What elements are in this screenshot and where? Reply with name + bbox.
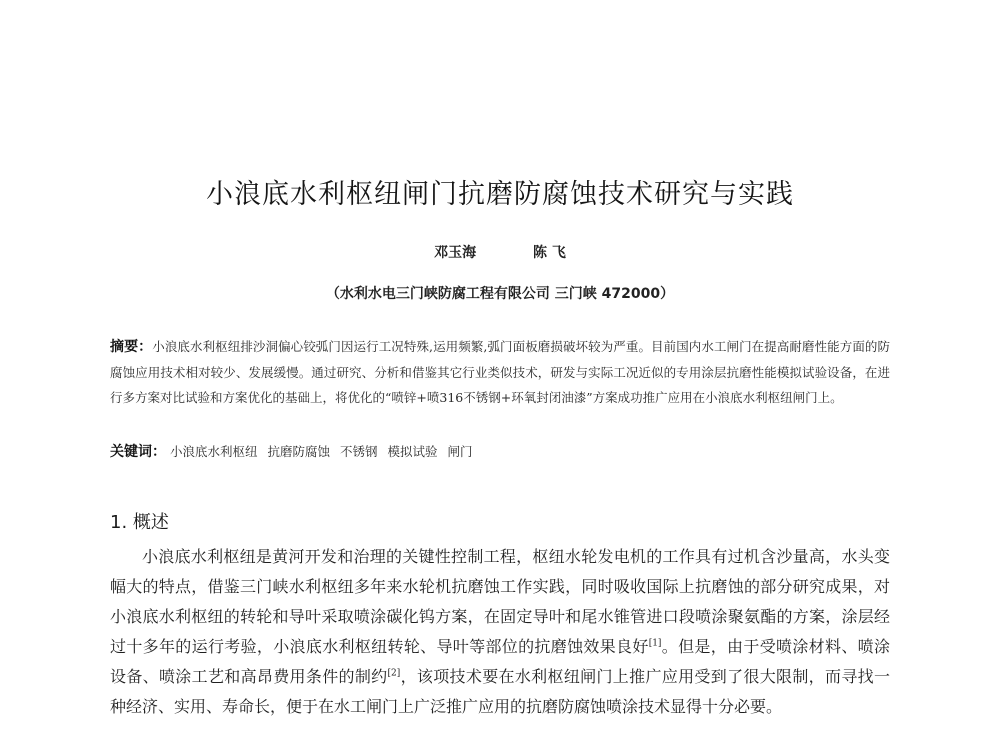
paragraph bbox=[110, 542, 890, 722]
paragraph-text: 。但是，由于受喷涂材料、喷涂设备、喷涂工艺和高昂费用条件的制约 bbox=[110, 637, 890, 686]
paragraph-text: ，该项技术要在水利枢纽闸门上推广应用受到了很大限制，而寻找一种经济、实用、寿命长，便于在水工闸门上广泛推广应用的抗磨防腐蚀喷涂技术显得十分必要。 bbox=[110, 667, 890, 716]
author-affiliation: （水利水电三门峡防腐工程有限公司 三门峡 472000） bbox=[325, 286, 675, 302]
author-list bbox=[0, 242, 1000, 262]
abstract-text: 小浪底水利枢纽排沙洞偏心铰弧门因运行工况特殊,运用频繁,弧门面板磨损破坏较为严重。目前国内水工闸门在提高耐磨性能方面的防腐蚀应用技术相对较少、发展缓慢。通过研究、分析和借鉴其它行业类似技术，研发与实际工况近似的专用涂层抗磨性能模拟试验设备，在进行多方案对比试验和方案优化的基础上，将优化的“喷锌+喷316不锈钢+环氧封闭油漆”方案成功推广应用在小浪底水利枢纽闸门上。 bbox=[110, 339, 891, 405]
keyword: 不锈钢 bbox=[339, 444, 378, 459]
citation-ref: [2] bbox=[387, 668, 401, 679]
paragraph-text: 小浪底水利枢纽是黄河开发和治理的关键性控制工程，枢纽水轮发电机的工作具有过机含沙量高，水头变幅大的特点，借鉴三门峡水利枢纽多年来水轮机抗磨蚀工作实践，同时吸收国际上抗磨蚀的部分研究成果，对小浪底水利枢纽的转轮和导叶采取喷涂碳化钨方案，在固定导叶和尾水锥管进口段喷涂聚氨酯的方案，涂层经过十多年的运行考验，小浪底水利枢纽转轮、导叶等部位的抗磨蚀效果良好 bbox=[110, 547, 890, 656]
body-text bbox=[110, 542, 890, 722]
author-name: 邓玉海 bbox=[434, 245, 477, 261]
keyword: 模拟试验 bbox=[387, 444, 438, 459]
paper-title: 小浪底水利枢纽闸门抗磨防腐蚀技术研究与实践 bbox=[206, 179, 794, 210]
keywords bbox=[110, 441, 890, 463]
author-name: 陈 飞 bbox=[533, 245, 566, 261]
keyword: 小浪底水利枢纽 bbox=[169, 444, 258, 459]
abstract bbox=[110, 334, 890, 410]
citation-ref: [1] bbox=[648, 638, 662, 649]
section-heading: 1. 概述 bbox=[110, 512, 169, 533]
keywords-label: 关键词： bbox=[110, 444, 166, 460]
abstract-label: 摘要： bbox=[110, 339, 153, 355]
keyword: 闸门 bbox=[447, 444, 473, 459]
keyword: 抗磨防腐蚀 bbox=[267, 444, 330, 459]
